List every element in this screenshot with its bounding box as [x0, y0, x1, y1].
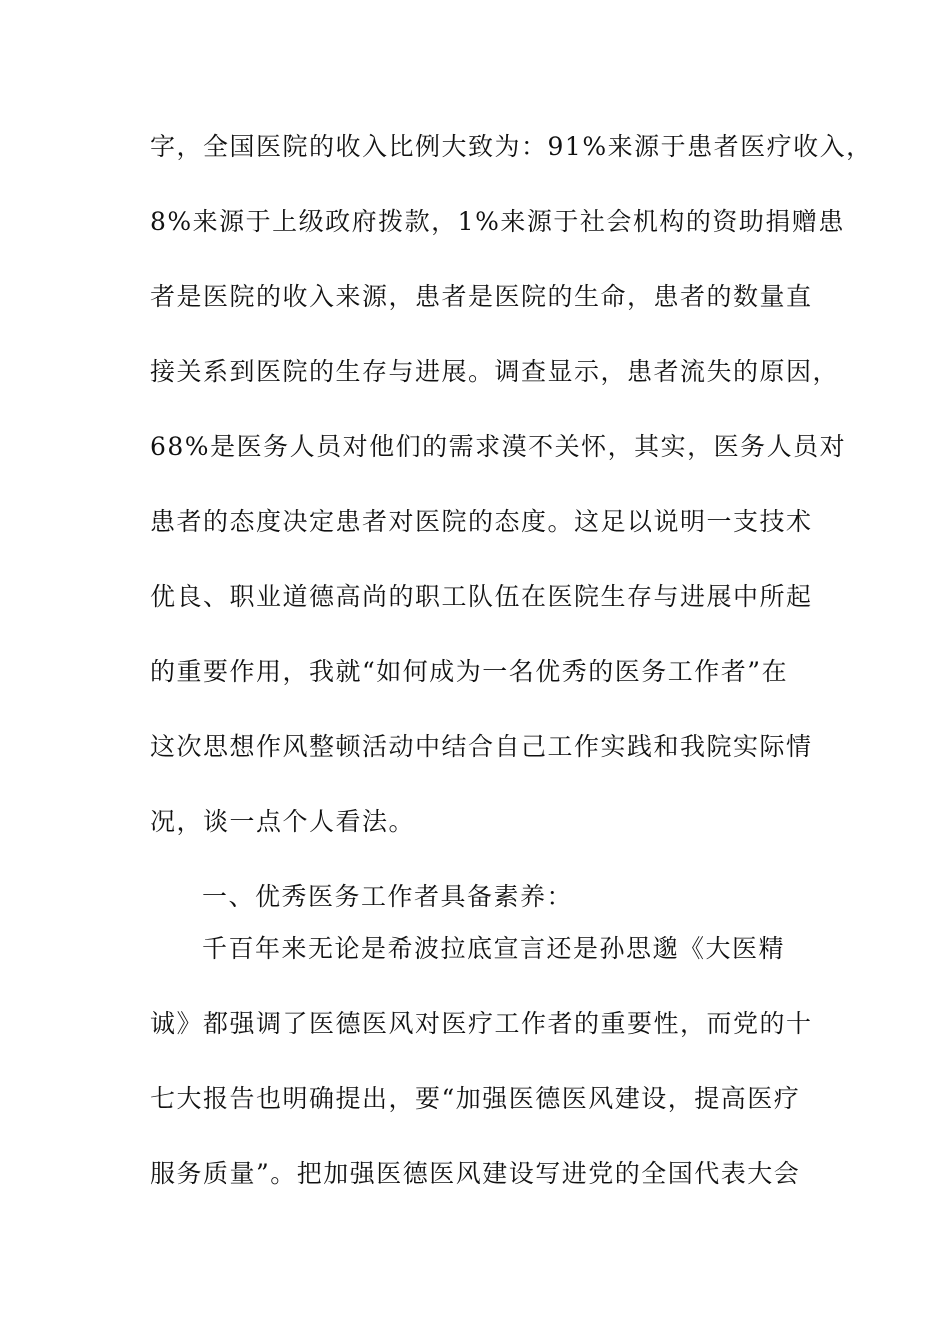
text-line: 字，全国医院的收入比例大致为：91%来源于患者医疗收入， [150, 132, 873, 161]
text-line: 患者的态度决定患者对医院的态度。这足以说明一支技术 [150, 507, 813, 536]
text-line: 8%来源于上级政府拨款，1%来源于社会机构的资助捐赠患 [150, 207, 845, 236]
paragraph-first-line: 千百年来无论是希波拉底宣言还是孙思邈《大医精 [202, 934, 786, 963]
section-heading: 一、优秀医务工作者具备素养： [202, 882, 574, 911]
text-line: 优良、职业道德高尚的职工队伍在医院生存与进展中所起 [150, 582, 813, 611]
text-line: 者是医院的收入来源，患者是医院的生命，患者的数量直 [150, 282, 813, 311]
text-line: 的重要作用，我就“如何成为一名优秀的医务工作者”在 [150, 657, 789, 686]
text-line: 诚》都强调了医德医风对医疗工作者的重要性，而党的十 [150, 1009, 813, 1038]
text-line: 况，谈一点个人看法。 [150, 807, 416, 836]
text-line: 接关系到医院的生存与进展。调查显示，患者流失的原因， [150, 357, 840, 386]
text-line: 服务质量”。把加强医德医风建设写进党的全国代表大会 [150, 1159, 801, 1188]
text-line: 这次思想作风整顿活动中结合自己工作实践和我院实际情 [150, 732, 813, 761]
text-line: 68%是医务人员对他们的需求漠不关怀，其实，医务人员对 [150, 432, 847, 461]
body-text [150, 128, 873, 1192]
text-line: 七大报告也明确提出，要“加强医德医风建设，提高医疗 [150, 1084, 801, 1113]
